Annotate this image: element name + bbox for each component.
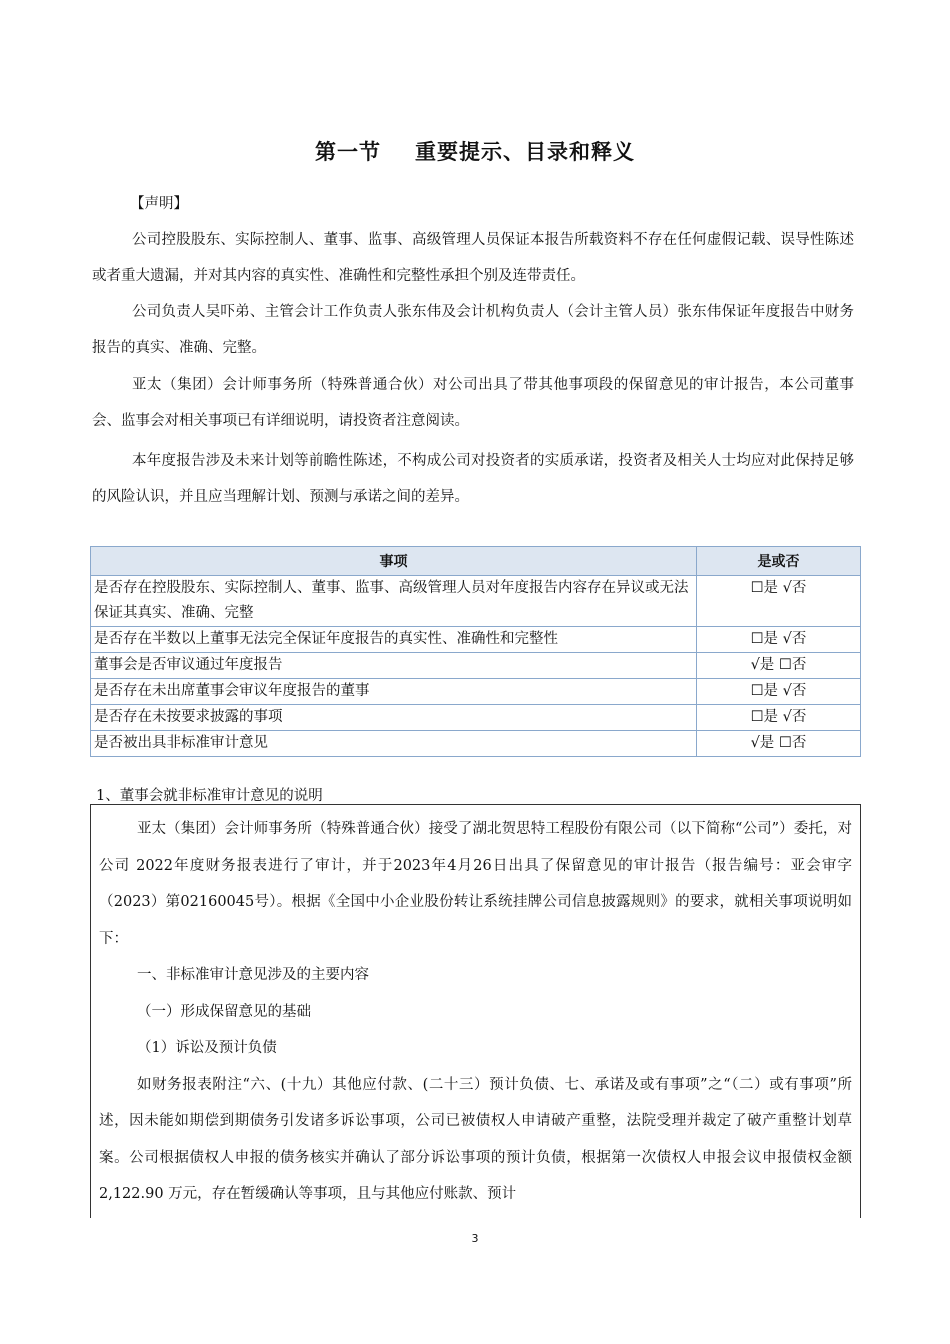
declaration-paragraph: 本年度报告涉及未来计划等前瞻性陈述，不构成公司对投资者的实质承诺，投资者及相关人士均应对此保持足够的风险认识，并且应当理解计划、预测与承诺之间的差异。 [92, 453, 854, 505]
confirmation-table [90, 546, 861, 757]
row-answer: ☐是 √否 [697, 627, 861, 653]
declaration-paragraph: 公司负责人吴吓弟、主管会计工作负责人张东伟及会计机构负责人（会计主管人员）张东伟保证年度报告中财务报告的真实、准确、完整。 [92, 304, 854, 356]
explanation-heading: 1、董事会就非标准审计意见的说明 [96, 788, 323, 804]
explanation-heading-1: 一、非标准审计意见涉及的主要内容 [137, 967, 369, 983]
table-row [91, 705, 861, 731]
table-header-row [91, 547, 861, 576]
section-title-text: 重要提示、目录和释义 [415, 140, 635, 164]
column-header-item: 事项 [91, 547, 697, 576]
row-item: 董事会是否审议通过年度报告 [91, 653, 697, 679]
row-answer: ☐是 √否 [697, 705, 861, 731]
explanation-box [90, 804, 861, 1218]
row-item: 是否存在未按要求披露的事项 [91, 705, 697, 731]
row-answer: √是 ☐否 [697, 653, 861, 679]
table-row [91, 653, 861, 679]
row-item: 是否存在未出席董事会审议年度报告的董事 [91, 679, 697, 705]
row-answer: √是 ☐否 [697, 731, 861, 757]
row-item: 是否被出具非标准审计意见 [91, 731, 697, 757]
table-row [91, 627, 861, 653]
explanation-heading-3: （1）诉讼及预计负债 [137, 1040, 277, 1056]
row-answer: ☐是 √否 [697, 679, 861, 705]
row-answer: ☐是 √否 [697, 576, 861, 627]
column-header-answer: 是或否 [697, 547, 861, 576]
table-row [91, 679, 861, 705]
row-item: 是否存在控股股东、实际控制人、董事、监事、高级管理人员对年度报告内容存在异议或无法保证其真实、准确、完整 [91, 576, 697, 627]
declaration-heading: 【声明】 [130, 196, 188, 212]
explanation-heading-2: （一）形成保留意见的基础 [137, 1003, 311, 1020]
declaration-paragraph: 公司控股股东、实际控制人、董事、监事、高级管理人员保证本报告所载资料不存在任何虚假记载、误导性陈述或者重大遗漏，并对其内容的真实性、准确性和完整性承担个别及连带责任。 [92, 232, 854, 284]
table-row [91, 731, 861, 757]
table-row [91, 576, 861, 627]
declaration-paragraph: 亚太（集团）会计师事务所（特殊普通合伙）对公司出具了带其他事项段的保留意见的审计报告，本公司董事会、监事会对相关事项已有详细说明，请投资者注意阅读。 [92, 377, 854, 429]
explanation-intro: 亚太（集团）会计师事务所（特殊普通合伙）接受了湖北贺思特工程股份有限公司（以下简称“公司”）委托，对公司 2022年度财务报表进行了审计，并于2023年4月26日出具了保留意见的审计报告（报告编号：亚会审字（2023）第02160045号）。根据《全国中小企业股份转让系统挂牌公司信息披露规则》的要求，就相关事项说明如下： [99, 821, 852, 947]
section-number: 第一节 [315, 140, 381, 164]
section-title [0, 136, 950, 166]
explanation-detail: 如财务报表附注“六、(十九）其他应付款、(二十三）预计负债、七、承诺及或有事项”之“（二）或有事项”所述，因未能如期偿到期债务引发诸多诉讼事项，公司已被债权人申请破产重整，法院受理并裁定了破产重整计划草案。公司根据债权人申报的债务核实并确认了部分诉讼事项的预计负债，根据第一次债权人申报会议申报债权金额 2,122.90 万元，存在暂缓确认等事项，且与其他应付账款、预计 [99, 1076, 852, 1202]
page-number: 3 [471, 1232, 479, 1245]
row-item: 是否存在半数以上董事无法完全保证年度报告的真实性、准确性和完整性 [91, 627, 697, 653]
